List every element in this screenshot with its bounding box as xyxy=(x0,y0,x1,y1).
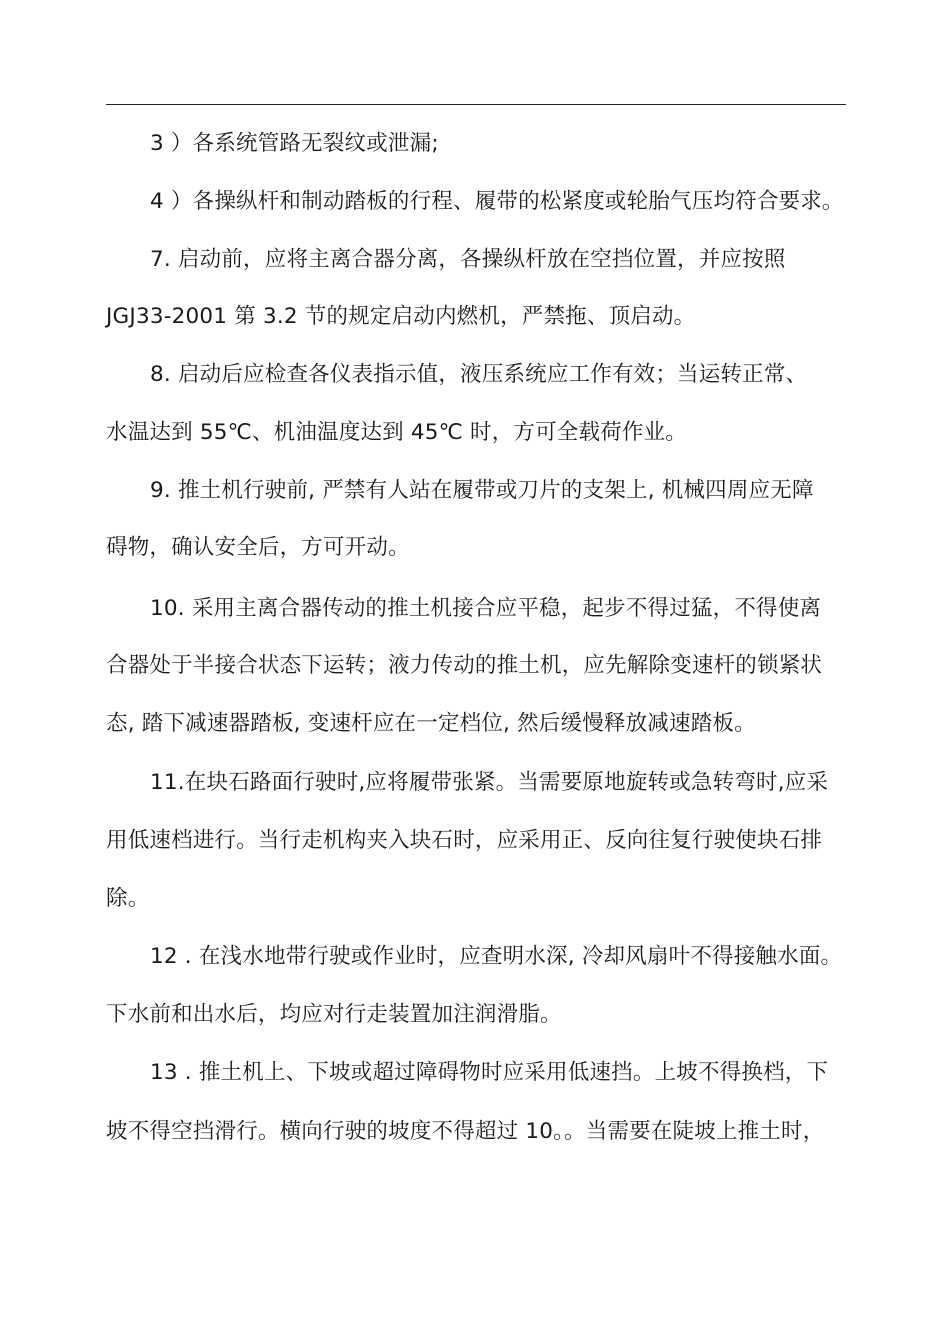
header-rule xyxy=(106,104,846,105)
text-line: 水温达到 55℃、机油温度达到 45℃ 时，方可全载荷作业。 xyxy=(106,420,688,445)
text-line: 坡不得空挡滑行。横向行驶的坡度不得超过 10。。当需要在陡坡上推土时， xyxy=(106,1119,825,1144)
text-line: 11.在块石路面行驶时,应将履带张紧。当需要原地旋转或急转弯时,应采 xyxy=(150,770,829,795)
text-line: 9. 推土机行驶前, 严禁有人站在履带或刀片的支架上, 机械四周应无障 xyxy=(150,478,814,503)
text-line: 碍物，确认安全后，方可开动。 xyxy=(106,535,410,560)
text-line: 12 . 在浅水地带行驶或作业时，应查明水深, 冷却风扇叶不得接触水面。 xyxy=(150,944,843,969)
text-line: 3 ）各系统管路无裂纹或泄漏; xyxy=(150,131,439,156)
text-line: 除。 xyxy=(106,886,150,911)
text-line: 13 . 推土机上、下坡或超过障碍物时应采用低速挡。上坡不得换档，下 xyxy=(150,1060,829,1085)
text-line: 用低速档进行。当行走机构夹入块石时，应采用正、反向往复行驶使块石排 xyxy=(106,828,823,853)
text-line: 态, 踏下减速器踏板, 变速杆应在一定档位, 然后缓慢释放减速踏板。 xyxy=(106,711,756,736)
text-line: 4 ）各操纵杆和制动踏板的行程、履带的松紧度或轮胎气压均符合要求。 xyxy=(150,189,844,214)
text-line: 合器处于半接合状态下运转；液力传动的推土机，应先解除变速杆的锁紧状 xyxy=(106,653,823,678)
text-line: 7. 启动前，应将主离合器分离，各操纵杆放在空挡位置，并应按照 xyxy=(150,247,786,272)
text-line: JGJ33-2001 第 3.2 节的规定启动内燃机，严禁拖、顶启动。 xyxy=(106,304,696,329)
text-line: 8. 启动后应检查各仪表指示值，液压系统应工作有效；当运转正常、 xyxy=(150,362,808,387)
text-line: 下水前和出水后，均应对行走装置加注润滑脂。 xyxy=(106,1002,562,1027)
text-line: 10. 采用主离合器传动的推土机接合应平稳，起步不得过猛，不得使离 xyxy=(150,596,822,621)
